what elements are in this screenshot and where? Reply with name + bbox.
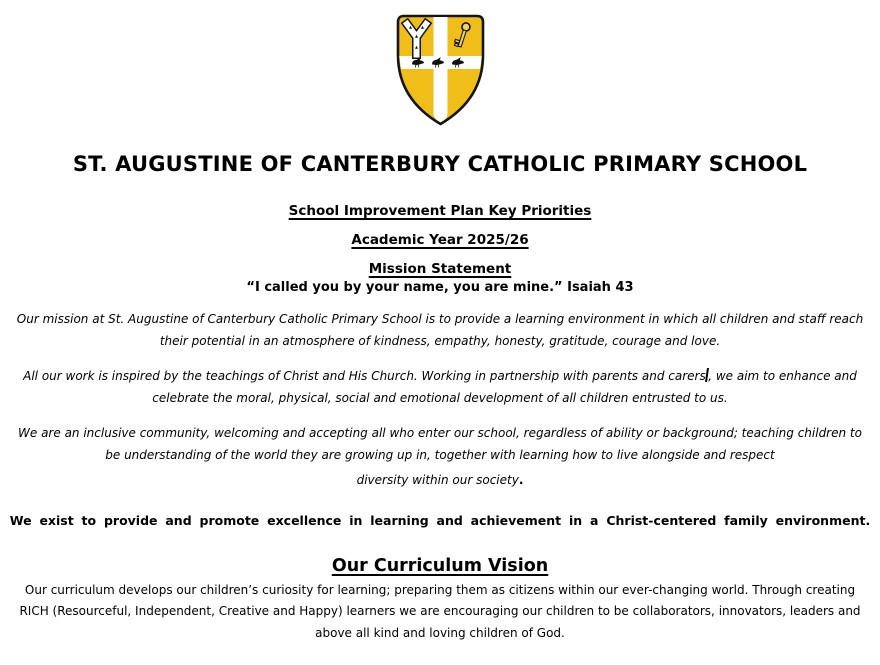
school-crest-icon [395, 13, 486, 127]
mission-paragraph-1: Our mission at St. Augustine of Canterbury Catholic Primary School is to provide a learning environment in which all children and staff reach their potential in an atmosphere of kindness, empathy, honesty, gratitude, courage and love. [16, 312, 864, 348]
mission-paragraph-3-period: . [518, 472, 524, 487]
cross-vertical-band [433, 17, 447, 122]
vision-statement: We exist to provide and promote excellence in learning and achievement in a Christ-centered family environment. [9, 512, 871, 528]
heading-academic-year: Academic Year 2025/26 [351, 232, 529, 248]
mission-paragraph-2-text-after-caret: , we aim to enhance and celebrate the moral, physical, social and emotional development of all children entrusted to us. [152, 369, 857, 405]
mission-quote: “I called you by your name, you are mine.” Isaiah 43 [246, 280, 634, 295]
mission-paragraph-3-last-line-text: diversity within our society [356, 472, 519, 487]
school-crest [0, 0, 880, 127]
heading-curriculum-vision: Our Curriculum Vision [331, 555, 549, 576]
mission-paragraph-2 [12, 366, 868, 409]
heading-mission-statement: Mission Statement [368, 261, 512, 277]
mission-paragraph-3-last-line [0, 473, 880, 487]
mission-paragraph-3: We are an inclusive community, welcoming and accepting all who enter our school, regardless of ability or background; teaching children to be understanding of the world they are growing up in, together with learning how to live alongside and respect [18, 426, 862, 462]
mission-paragraph-2-text-before-caret: All our work is inspired by the teachings of Christ and His Church. Working in partnership with parents and carers [23, 369, 706, 384]
curriculum-paragraph: Our curriculum develops our children’s curiosity for learning; preparing them as citizens within our ever-changing world. Through creating RICH (Resourceful, Independent, Creative and Happy) learners we are encouraging our children to be collaborators, innovators, leaders and above all kind and loving children of God. [19, 582, 861, 640]
page-title: ST. AUGUSTINE OF CANTERBURY CATHOLIC PRIMARY SCHOOL [72, 152, 808, 176]
heading-plan-priorities: School Improvement Plan Key Priorities [288, 203, 592, 219]
